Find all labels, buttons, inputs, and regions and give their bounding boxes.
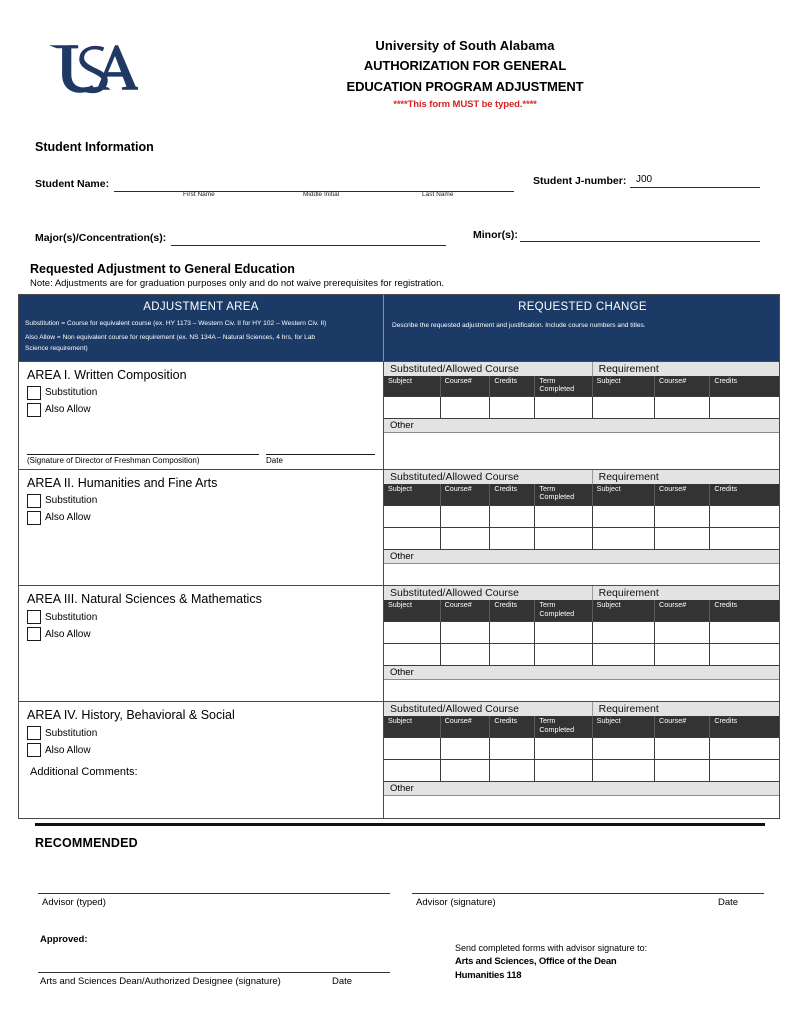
column-header-4: Subject (592, 484, 654, 505)
area-row (19, 469, 779, 585)
column-header-5: Course# (655, 376, 710, 397)
dean-signature-line[interactable] (38, 972, 390, 973)
other-label-row (384, 419, 779, 433)
adjustment-area-header (19, 295, 384, 361)
course-cell[interactable] (384, 760, 440, 782)
course-cell[interactable] (384, 397, 440, 419)
other-freeform-input[interactable] (384, 679, 779, 701)
also-allow-checkbox-label: Also Allow (45, 744, 91, 756)
course-cell[interactable] (592, 738, 654, 760)
column-header-1: Course# (440, 376, 490, 397)
course-cell[interactable] (710, 527, 779, 549)
group-header-requirement: Requirement (592, 702, 779, 716)
column-header-2: Credits (490, 484, 535, 505)
course-cell[interactable] (535, 527, 592, 549)
course-cell[interactable] (592, 621, 654, 643)
course-cell[interactable] (384, 621, 440, 643)
area-row (19, 361, 779, 469)
other-label: Other (384, 665, 779, 679)
column-header-0: Subject (384, 716, 440, 737)
requested-change-title: REQUESTED CHANGE (518, 301, 647, 313)
other-freeform-row (384, 563, 779, 585)
course-grid-column-header (384, 716, 779, 737)
requested-adjustment-note: Note: Adjustments are for graduation purposes only and do not waive prerequisites for registration. (30, 278, 445, 289)
course-cell[interactable] (384, 643, 440, 665)
substitution-checkbox-row (27, 610, 375, 624)
course-cell[interactable] (655, 527, 710, 549)
requested-change-note: Describe the requested adjustment and justification. Include course numbers and titles. (392, 322, 646, 329)
send-instructions-line-1: Send completed forms with advisor signature to: (455, 943, 648, 953)
send-instructions (455, 941, 647, 983)
group-header-requirement: Requirement (592, 470, 779, 484)
other-label-row (384, 549, 779, 563)
substitution-checkbox-row (27, 386, 375, 400)
also-allow-checkbox[interactable] (27, 627, 41, 641)
course-cell[interactable] (440, 643, 490, 665)
area-row (19, 701, 779, 817)
substitution-checkbox-label: Substitution (45, 495, 98, 507)
first-name-caption: First Name (183, 191, 215, 198)
form-title-line-1: AUTHORIZATION FOR GENERAL (363, 58, 567, 73)
course-cell[interactable] (440, 505, 490, 527)
group-header-requirement: Requirement (592, 362, 779, 376)
course-grid-row (384, 621, 779, 643)
course-grid-row (384, 527, 779, 549)
student-name-input[interactable] (114, 178, 514, 192)
course-grid-column-header (384, 376, 779, 397)
area-title: AREA IV. History, Behavioral & Social (27, 708, 235, 723)
requested-change-cell (384, 586, 779, 701)
major-minor-row (35, 228, 765, 262)
page-header (0, 0, 800, 110)
course-grid (384, 586, 779, 701)
course-cell[interactable] (655, 643, 710, 665)
column-header-4: Subject (592, 376, 654, 397)
student-name-row (35, 174, 765, 208)
student-information-section (35, 140, 765, 262)
area-definition-cell (19, 586, 384, 701)
course-grid-group-header (384, 586, 779, 600)
group-header-requirement: Requirement (592, 586, 779, 600)
course-cell[interactable] (490, 643, 535, 665)
course-cell[interactable] (710, 621, 779, 643)
substitution-checkbox-row (27, 494, 375, 508)
substitution-checkbox[interactable] (27, 386, 41, 400)
freshman-composition-date-caption: Date (266, 455, 283, 465)
course-cell[interactable] (490, 760, 535, 782)
course-cell[interactable] (384, 505, 440, 527)
send-instructions-line-3: Humanities 118 (455, 970, 522, 981)
also-allow-checkbox[interactable] (27, 743, 41, 757)
middle-initial-caption: Middle Initial (303, 191, 340, 198)
freshman-composition-signature-caption: (Signature of Director of Freshman Composition) (27, 455, 200, 465)
requested-change-header (384, 295, 779, 361)
column-header-5: Course# (655, 600, 710, 621)
area-title: AREA II. Humanities and Fine Arts (27, 475, 218, 490)
title-block (170, 36, 760, 113)
other-freeform-input[interactable] (384, 563, 779, 585)
requested-change-cell (384, 470, 779, 585)
course-cell[interactable] (592, 527, 654, 549)
area-definition-cell (19, 702, 384, 817)
course-cell[interactable] (535, 621, 592, 643)
course-cell[interactable] (710, 738, 779, 760)
column-header-5: Course# (655, 716, 710, 737)
substitution-checkbox-label: Substitution (45, 387, 98, 398)
column-header-1: Course# (440, 600, 490, 621)
course-grid-row (384, 760, 779, 782)
freshman-composition-signature-block (27, 454, 375, 465)
course-cell[interactable] (535, 760, 592, 782)
also-allow-checkbox-row (27, 627, 375, 641)
course-cell[interactable] (440, 397, 490, 419)
column-header-1: Course# (440, 484, 490, 505)
course-cell[interactable] (710, 397, 779, 419)
area-row (19, 585, 779, 701)
advisor-typed-caption: Advisor (typed) (42, 897, 106, 908)
course-cell[interactable] (535, 738, 592, 760)
jnumber-input[interactable]: J00 (630, 174, 760, 188)
also-allow-checkbox-label: Also Allow (45, 628, 91, 640)
course-cell[interactable] (440, 527, 490, 549)
dean-signature-caption: Arts and Sciences Dean/Authorized Designee (signature) (40, 976, 281, 987)
course-grid-group-header (384, 362, 779, 376)
course-cell[interactable] (655, 397, 710, 419)
column-header-0: Subject (384, 376, 440, 397)
course-cell[interactable] (710, 643, 779, 665)
also-allow-checkbox-label: Also Allow (45, 404, 91, 415)
also-allow-definition-cont: Science requirement) (25, 345, 88, 352)
also-allow-checkbox[interactable] (27, 511, 41, 525)
substitution-checkbox-label: Substitution (45, 727, 98, 739)
other-freeform-row (384, 433, 779, 469)
requested-change-cell (384, 702, 779, 817)
major-label: Major(s)/Concentration(s): (35, 232, 167, 244)
additional-comments-label: Additional Comments: (30, 766, 138, 778)
course-cell[interactable] (655, 760, 710, 782)
other-freeform-input[interactable] (384, 796, 779, 818)
last-name-caption: Last Name (422, 191, 454, 198)
course-cell[interactable] (535, 505, 592, 527)
send-instructions-line-2: Arts and Sciences, Office of the Dean (455, 956, 617, 967)
dean-date-caption: Date (332, 976, 353, 987)
approved-label: Approved: (40, 934, 88, 945)
column-header-4: Subject (592, 716, 654, 737)
substitution-checkbox[interactable] (27, 494, 41, 508)
course-cell[interactable] (490, 738, 535, 760)
course-grid-row (384, 738, 779, 760)
area-definition-cell (19, 470, 384, 585)
also-allow-checkbox-row (27, 403, 375, 417)
requested-change-cell (384, 362, 779, 469)
course-grid-column-header (384, 600, 779, 621)
course-cell[interactable] (440, 738, 490, 760)
adjustment-table-header (19, 295, 779, 361)
substitution-checkbox-row (27, 726, 375, 740)
recommended-heading: RECOMMENDED (35, 836, 138, 850)
column-header-3: Term Completed (535, 600, 592, 621)
other-label: Other (384, 419, 779, 433)
also-allow-definition: Also Allow = Non equivalent course for requirement (ex. NS 134A – Natural Sciences, 4 hrs, for Lab (25, 333, 316, 341)
substitution-checkbox-label: Substitution (45, 611, 98, 623)
area-title: AREA I. Written Composition (27, 367, 187, 382)
advisor-signature-line[interactable] (412, 893, 764, 894)
column-header-0: Subject (384, 484, 440, 505)
requested-adjustment-heading: Requested Adjustment to General Education (30, 262, 295, 276)
course-cell[interactable] (655, 621, 710, 643)
area-rows-container (19, 361, 779, 818)
area-definition-cell (19, 362, 384, 469)
course-cell[interactable] (710, 760, 779, 782)
course-cell[interactable] (440, 621, 490, 643)
column-header-6: Credits (710, 484, 779, 505)
course-cell[interactable] (655, 505, 710, 527)
major-input[interactable] (171, 232, 446, 246)
course-cell[interactable] (592, 643, 654, 665)
minor-label: Minor(s): (473, 229, 518, 241)
course-cell[interactable] (592, 397, 654, 419)
also-allow-checkbox-row (27, 743, 375, 757)
course-grid-group-header (384, 470, 779, 484)
course-grid-row (384, 505, 779, 527)
course-cell[interactable] (490, 527, 535, 549)
adjustment-table (18, 294, 780, 819)
substitution-checkbox[interactable] (27, 610, 41, 624)
group-header-substituted: Substituted/Allowed Course (384, 362, 592, 376)
course-cell[interactable] (535, 643, 592, 665)
course-cell[interactable] (384, 527, 440, 549)
course-cell[interactable] (592, 505, 654, 527)
requested-adjustment-section (30, 262, 770, 289)
column-header-3: Term Completed (535, 376, 592, 397)
group-header-substituted: Substituted/Allowed Course (384, 702, 592, 716)
freshman-composition-date-line[interactable] (266, 454, 375, 455)
jnumber-label: Student J-number: (533, 175, 627, 187)
course-grid-column-header (384, 484, 779, 505)
course-grid-group-header (384, 702, 779, 716)
column-header-5: Course# (655, 484, 710, 505)
form-title-line-2: EDUCATION PROGRAM ADJUSTMENT (346, 79, 584, 94)
column-header-2: Credits (490, 376, 535, 397)
other-freeform-row (384, 796, 779, 818)
also-allow-checkbox-label: Also Allow (45, 512, 91, 524)
advisor-typed-line[interactable] (38, 893, 390, 894)
column-header-0: Subject (384, 600, 440, 621)
student-name-label: Student Name: (35, 178, 110, 190)
course-grid (384, 470, 779, 585)
column-header-3: Term Completed (535, 484, 592, 505)
course-cell[interactable] (490, 505, 535, 527)
group-header-substituted: Substituted/Allowed Course (384, 586, 592, 600)
other-freeform-input[interactable] (384, 433, 779, 469)
substitution-checkbox[interactable] (27, 726, 41, 740)
other-label-row (384, 782, 779, 796)
advisor-signature-caption: Advisor (signature) (416, 897, 496, 908)
course-grid-row (384, 397, 779, 419)
column-header-2: Credits (490, 600, 535, 621)
usa-logo-icon (46, 36, 138, 102)
other-label: Other (384, 782, 779, 796)
course-grid-row (384, 643, 779, 665)
course-cell[interactable] (490, 397, 535, 419)
course-cell[interactable] (592, 760, 654, 782)
advisor-date-caption: Date (718, 897, 739, 908)
course-grid (384, 702, 779, 817)
minor-input[interactable] (520, 228, 760, 242)
course-grid (384, 362, 779, 469)
other-freeform-row (384, 679, 779, 701)
student-information-heading: Student Information (35, 140, 154, 154)
freshman-composition-signature-line[interactable] (27, 454, 259, 455)
column-header-6: Credits (710, 716, 779, 737)
column-header-4: Subject (592, 600, 654, 621)
adjustment-area-title: ADJUSTMENT AREA (143, 301, 259, 313)
section-divider (35, 823, 765, 826)
course-cell[interactable] (535, 397, 592, 419)
course-cell[interactable] (490, 621, 535, 643)
other-label-row (384, 665, 779, 679)
column-header-6: Credits (710, 600, 779, 621)
column-header-6: Credits (710, 376, 779, 397)
other-label: Other (384, 549, 779, 563)
course-cell[interactable] (384, 738, 440, 760)
typed-form-notice: ****This form MUST be typed.**** (393, 99, 537, 110)
course-cell[interactable] (440, 760, 490, 782)
course-cell[interactable] (655, 738, 710, 760)
also-allow-checkbox-row (27, 511, 375, 525)
substitution-definition: Substitution = Course for equivalent course (ex. HY 1173 – Western Civ. II for HY 102 – Western Civ. II) (25, 320, 327, 327)
column-header-1: Course# (440, 716, 490, 737)
column-header-2: Credits (490, 716, 535, 737)
course-cell[interactable] (710, 505, 779, 527)
group-header-substituted: Substituted/Allowed Course (384, 470, 592, 484)
area-title: AREA III. Natural Sciences & Mathematics (27, 592, 262, 607)
university-name: University of South Alabama (375, 38, 555, 53)
column-header-3: Term Completed (535, 716, 592, 737)
also-allow-checkbox[interactable] (27, 403, 41, 417)
